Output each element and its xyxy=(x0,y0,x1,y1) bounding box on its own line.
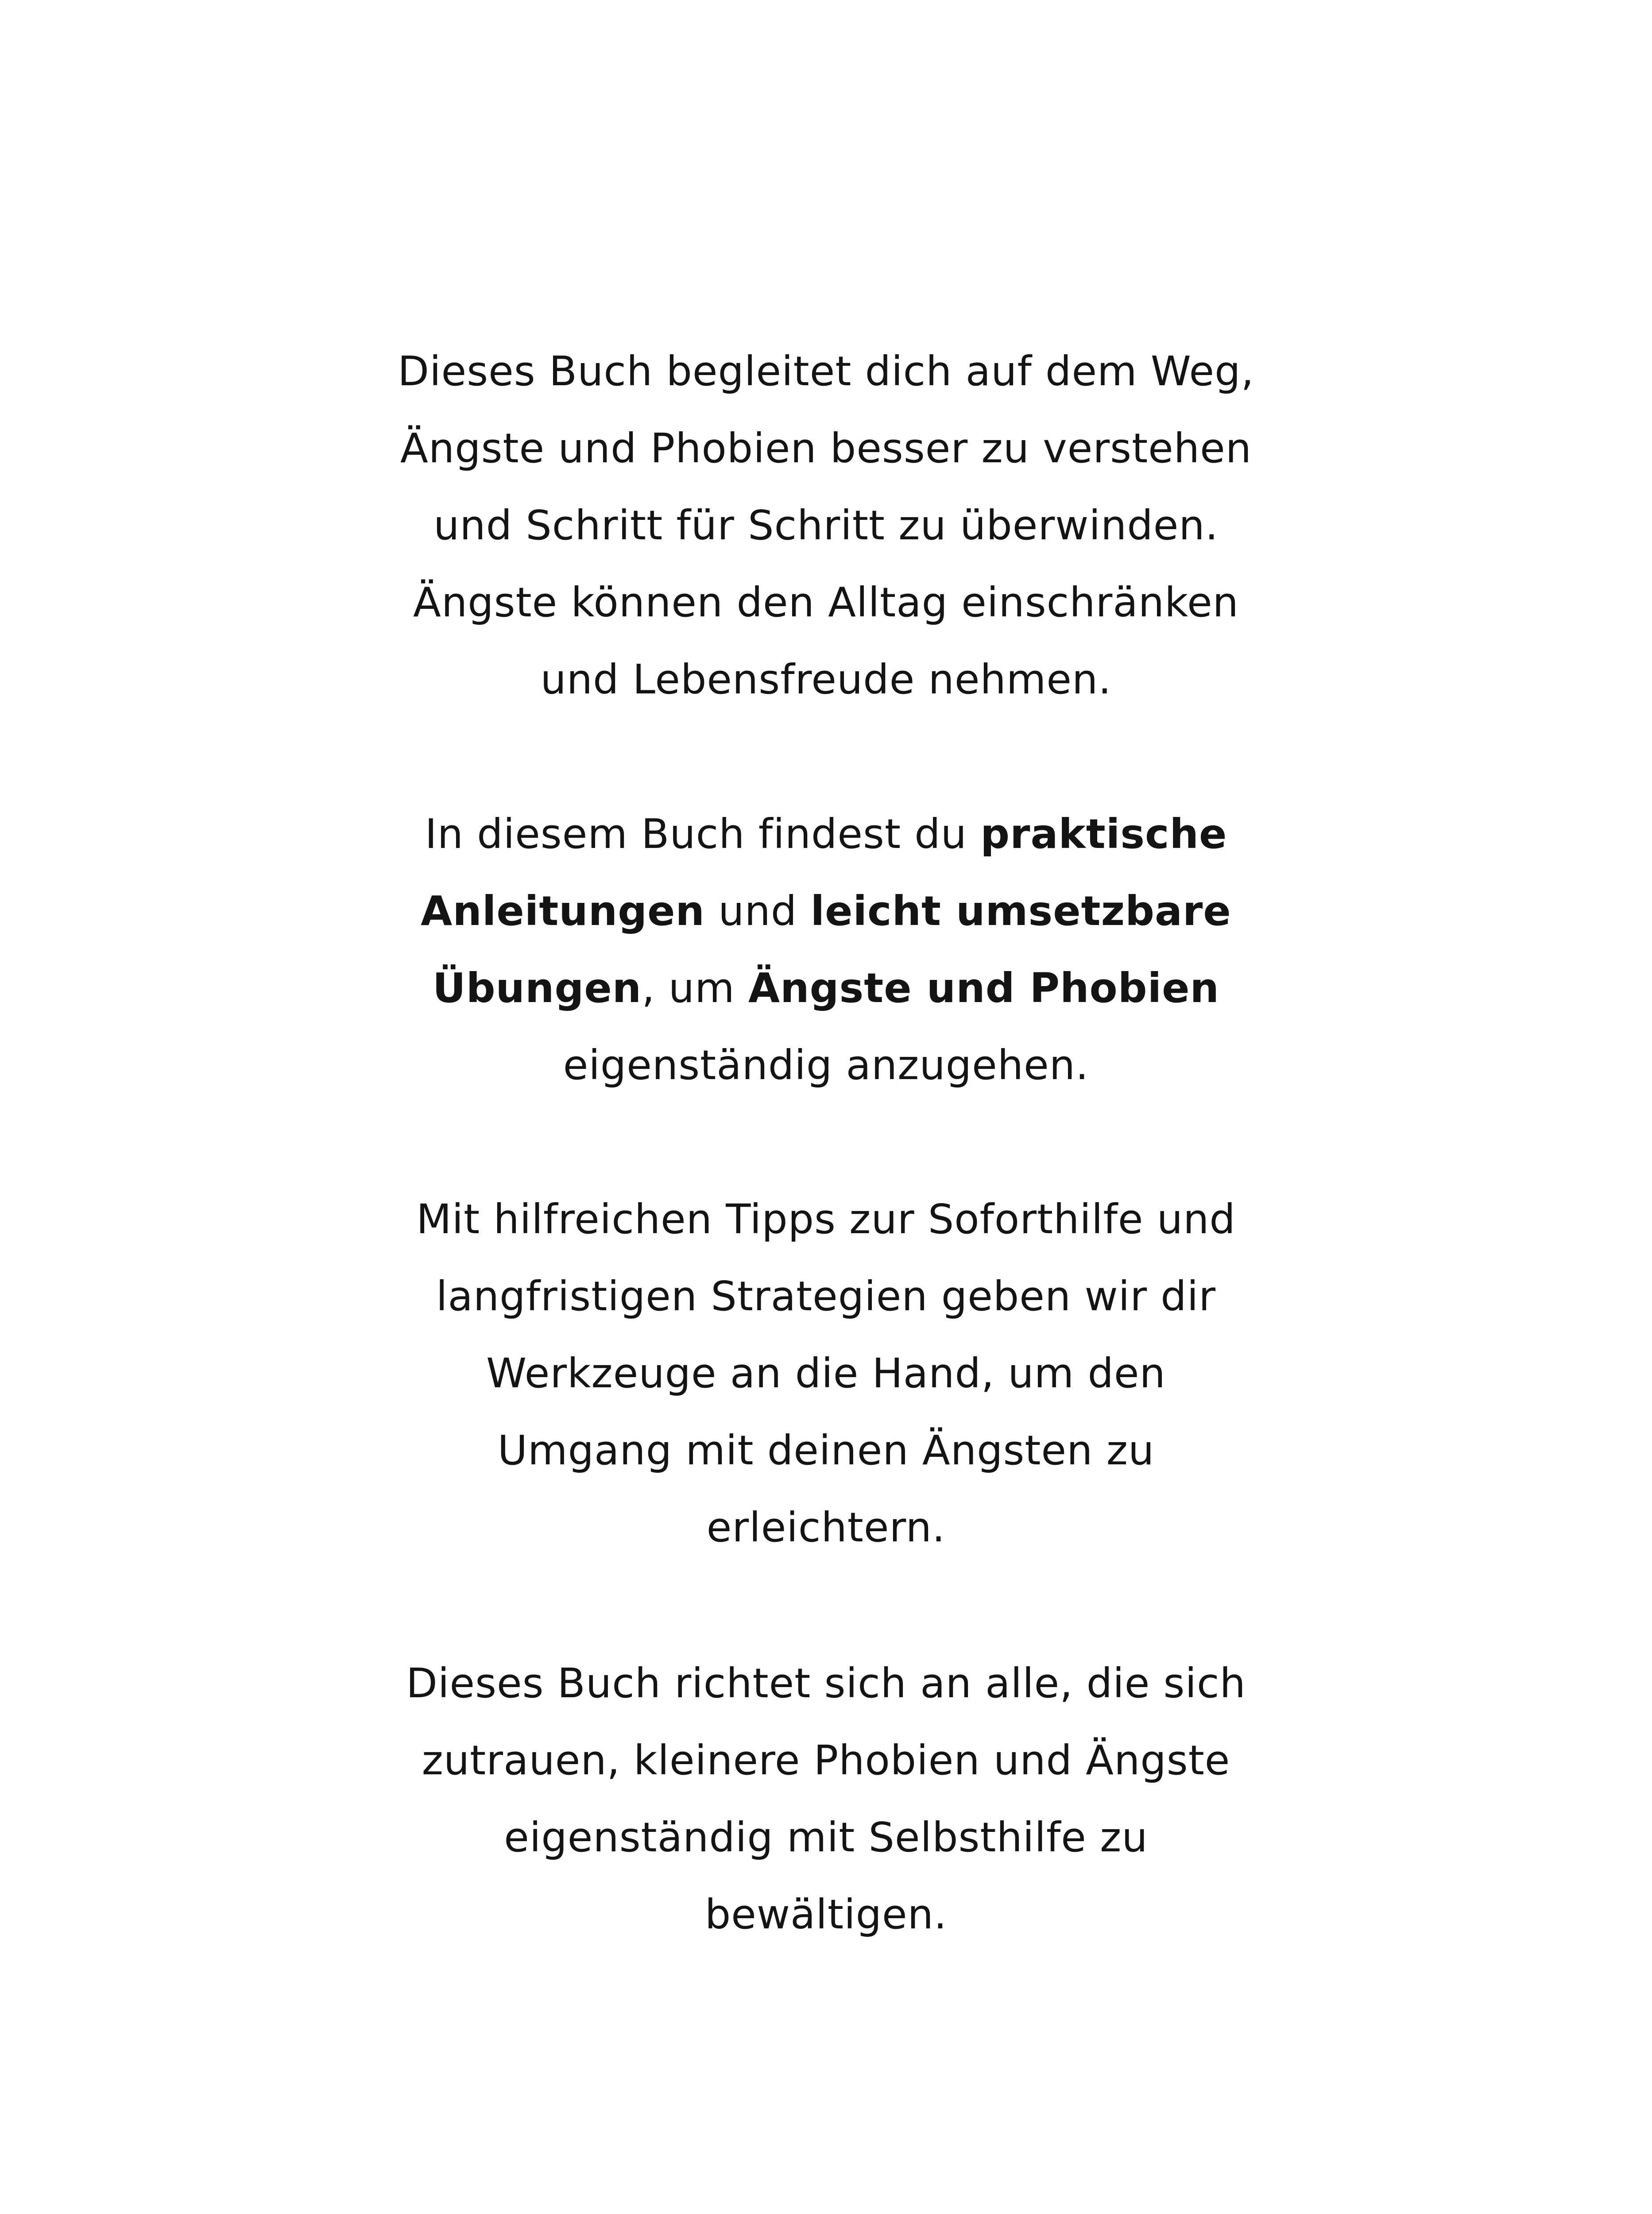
paragraph-highlights xyxy=(0,796,1652,1104)
text-line xyxy=(0,796,1652,873)
text-line: erleichtern. xyxy=(706,1504,946,1551)
text-run: , um xyxy=(642,964,748,1012)
text-run: und xyxy=(705,887,811,935)
paragraph-intro xyxy=(0,333,1652,718)
bold-text-run: Ängste und Phobien xyxy=(748,964,1219,1012)
paragraph-audience xyxy=(0,1645,1652,1953)
bold-text-run: praktische xyxy=(980,810,1227,858)
bold-text-run: Anleitungen xyxy=(421,887,705,935)
text-line: und Schritt für Schritt zu überwinden. xyxy=(433,502,1219,549)
bold-text-run: leicht umsetzbare xyxy=(810,887,1231,935)
text-line xyxy=(0,1027,1652,1104)
text-line: zutrauen, kleinere Phobien und Ängste xyxy=(422,1737,1230,1784)
text-line: Werkzeuge an die Hand, um den xyxy=(486,1350,1166,1397)
text-line: eigenständig mit Selbsthilfe zu xyxy=(504,1814,1148,1861)
text-line: Ängste können den Alltag einschränken xyxy=(413,579,1239,626)
text-line: Ängste und Phobien besser zu verstehen xyxy=(400,425,1252,472)
bold-text-run: Übungen xyxy=(433,964,642,1012)
text-line: bewältigen. xyxy=(704,1891,948,1938)
text-line: Dieses Buch begleitet dich auf dem Weg, xyxy=(398,348,1254,395)
text-line xyxy=(0,950,1652,1027)
text-line xyxy=(0,873,1652,950)
text-line: Dieses Buch richtet sich an alle, die sich xyxy=(406,1660,1246,1707)
text-line: Mit hilfreichen Tipps zur Soforthilfe und xyxy=(416,1196,1236,1243)
text-line: Umgang mit deinen Ängsten zu xyxy=(497,1427,1155,1474)
text-line: langfristigen Strategien geben wir dir xyxy=(436,1273,1216,1320)
text-run: eigenständig anzugehen. xyxy=(563,1041,1089,1089)
text-run: In diesem Buch findest du xyxy=(425,810,981,858)
paragraph-tips xyxy=(0,1181,1652,1566)
text-line: und Lebensfreude nehmen. xyxy=(540,656,1112,703)
